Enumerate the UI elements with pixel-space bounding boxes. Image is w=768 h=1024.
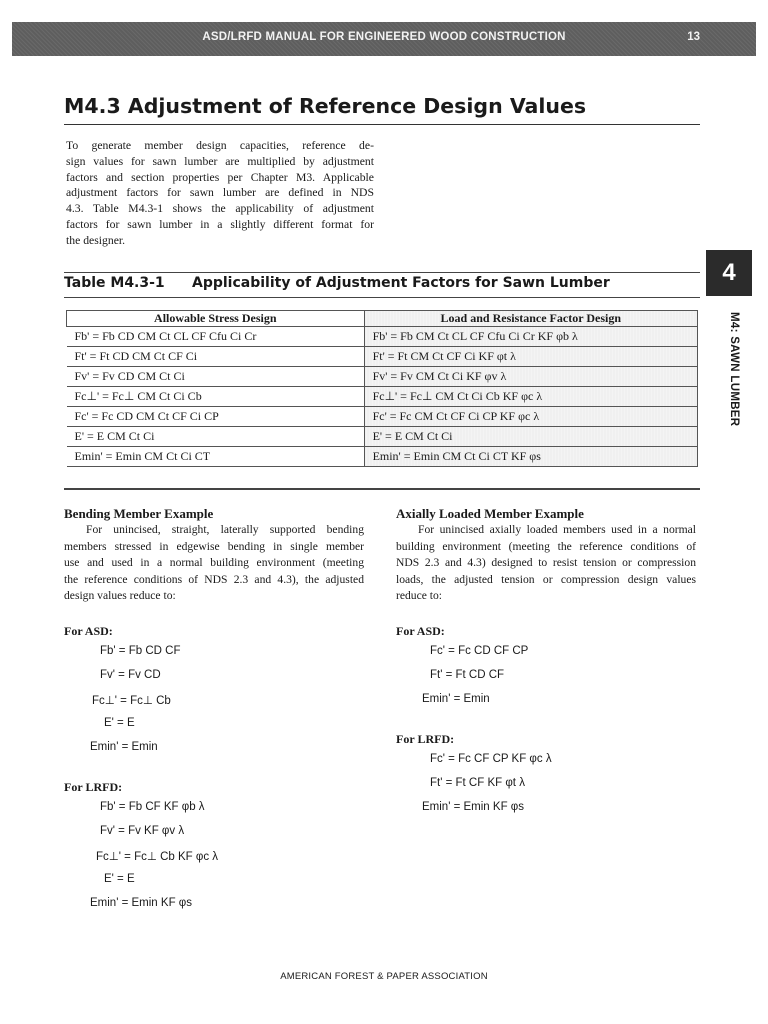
table-row	[67, 407, 698, 427]
axial-asd-label: For ASD:	[396, 624, 445, 638]
asd-equation-cell: Fc' = Fc CD CM Ct CF Ci CP	[67, 407, 365, 427]
table-row	[67, 447, 698, 467]
table-row	[67, 427, 698, 447]
bending-lrfd-label: For LRFD:	[64, 780, 123, 794]
bending-lrfd-equation: Fb' = Fb CF KF φb λ	[100, 801, 205, 813]
axial-asd-equation: Ft' = Ft CD CF	[430, 669, 505, 681]
intro-line: adjustment factors for sawn lumber are defined in NDS	[66, 186, 374, 200]
table-bottom-rule	[64, 488, 700, 490]
intro-line: 4.3. Table M4.3-1 shows the applicability of adjustment	[66, 202, 374, 216]
table-header-row	[67, 311, 698, 327]
axial-asd-equation: Emin' = Emin	[422, 693, 490, 705]
axial-example-text	[396, 522, 696, 605]
bending-example-text	[64, 522, 364, 605]
bending-asd-equation: Fv' = Fv CD	[100, 669, 161, 681]
table-top-rule	[64, 272, 700, 273]
asd-equation-cell: Fb' = Fb CD CM Ct CL CF Cfu Ci Cr	[67, 327, 365, 347]
table-row	[67, 347, 698, 367]
chapter-side-label: M4: SAWN LUMBER	[728, 312, 740, 427]
axial-asd-equation: Fc' = Fc CD CF CP	[430, 645, 529, 657]
intro-line: factors and section properties per Chapter M3. Applicable	[66, 170, 374, 184]
table-caption-rule	[64, 297, 700, 298]
table-number: Table M4.3-1	[64, 275, 165, 291]
lrfd-equation-cell: Fb' = Fb CM Ct CL CF Cfu Ci Cr KF φb λ	[364, 327, 697, 347]
asd-equation-cell: E' = E CM Ct Ci	[67, 427, 365, 447]
page-footer: AMERICAN FOREST & PAPER ASSOCIATION	[280, 971, 488, 982]
axial-member-example	[396, 506, 696, 605]
intro-line: sign values for sawn lumber are multiplied by adjustment	[66, 154, 374, 168]
running-header	[12, 22, 756, 56]
intro-paragraph	[66, 138, 374, 249]
bending-lrfd-equation: E' = E	[104, 873, 135, 885]
bending-asd-equation: Fc⊥' = Fc⊥ Cb	[92, 695, 171, 707]
text-line: the reference conditions of NDS 2.3 and 4.3), the adjusted	[64, 572, 364, 586]
axial-lrfd-equation: Ft' = Ft CF KF φt λ	[430, 777, 525, 789]
table-row	[67, 327, 698, 347]
bending-lrfd-equation: Emin' = Emin KF φs	[90, 897, 192, 909]
text-line: design values reduce to:	[64, 589, 176, 603]
bending-asd-label: For ASD:	[64, 624, 113, 638]
chapter-tab: 4	[706, 250, 752, 296]
manual-title: ASD/LRFD MANUAL FOR ENGINEERED WOOD CONSTRUCTION	[202, 31, 566, 43]
lrfd-equation-cell: Fc' = Fc CM Ct CF Ci CP KF φc λ	[364, 407, 697, 427]
text-line: NDS 2.3 and 4.3) designed to resist tension or compression	[396, 556, 696, 570]
bending-asd-equation: Emin' = Emin	[90, 741, 158, 753]
asd-equation-cell: Fv' = Fv CD CM Ct Ci	[67, 367, 365, 387]
lrfd-column-header: Load and Resistance Factor Design	[364, 311, 697, 327]
lrfd-equation-cell: Ft' = Ft CM Ct CF Ci KF φt λ	[364, 347, 697, 367]
asd-column-header: Allowable Stress Design	[67, 311, 365, 327]
asd-equation-cell: Ft' = Ft CD CM Ct CF Ci	[67, 347, 365, 367]
lrfd-equation-cell: E' = E CM Ct Ci	[364, 427, 697, 447]
lrfd-equation-cell: Emin' = Emin CM Ct Ci CT KF φs	[364, 447, 697, 467]
bending-lrfd-equation: Fc⊥' = Fc⊥ Cb KF φc λ	[96, 851, 219, 863]
adjustment-factor-table	[66, 310, 698, 467]
bending-lrfd-equation: Fv' = Fv KF φv λ	[100, 825, 185, 837]
axial-lrfd-label: For LRFD:	[396, 732, 455, 746]
axial-lrfd-equation: Emin' = Emin KF φs	[422, 801, 524, 813]
text-line: loads, the adjusted tension or compression design values	[396, 572, 696, 586]
intro-line: the designer.	[66, 233, 126, 247]
axial-example-heading: Axially Loaded Member Example	[396, 506, 584, 521]
bending-example-heading: Bending Member Example	[64, 506, 214, 521]
bending-asd-equation: Fb' = Fb CD CF	[100, 645, 181, 657]
bending-asd-equation: E' = E	[104, 717, 135, 729]
bending-member-example	[64, 506, 364, 605]
text-line: building environment (meeting the reference conditions of	[396, 539, 696, 553]
section-title: M4.3 Adjustment of Reference Design Values	[64, 94, 587, 118]
intro-line: To generate member design capacities, reference de-	[66, 139, 374, 152]
text-line: reduce to:	[396, 589, 443, 603]
lrfd-equation-cell: Fc⊥' = Fc⊥ CM Ct Ci Cb KF φc λ	[364, 387, 697, 407]
table-title: Applicability of Adjustment Factors for Sawn Lumber	[192, 275, 610, 291]
asd-equation-cell: Fc⊥' = Fc⊥ CM Ct Ci Cb	[67, 387, 365, 407]
text-line: For unincised axially loaded members used in a normal	[418, 523, 696, 536]
intro-line: factors for sawn lumber in a slightly different format for	[66, 217, 374, 231]
title-divider	[64, 124, 700, 125]
table-row	[67, 387, 698, 407]
page-number: 13	[687, 31, 700, 43]
text-line: members stressed in edgewise bending in single member	[64, 539, 364, 553]
lrfd-equation-cell: Fv' = Fv CM Ct Ci KF φv λ	[364, 367, 697, 387]
asd-equation-cell: Emin' = Emin CM Ct Ci CT	[67, 447, 365, 467]
axial-lrfd-equation: Fc' = Fc CF CP KF φc λ	[430, 753, 552, 765]
text-line: For unincised, straight, laterally supported bending	[86, 523, 364, 536]
table-row	[67, 367, 698, 387]
text-line: use and used in a normal building environment (meeting	[64, 556, 364, 570]
